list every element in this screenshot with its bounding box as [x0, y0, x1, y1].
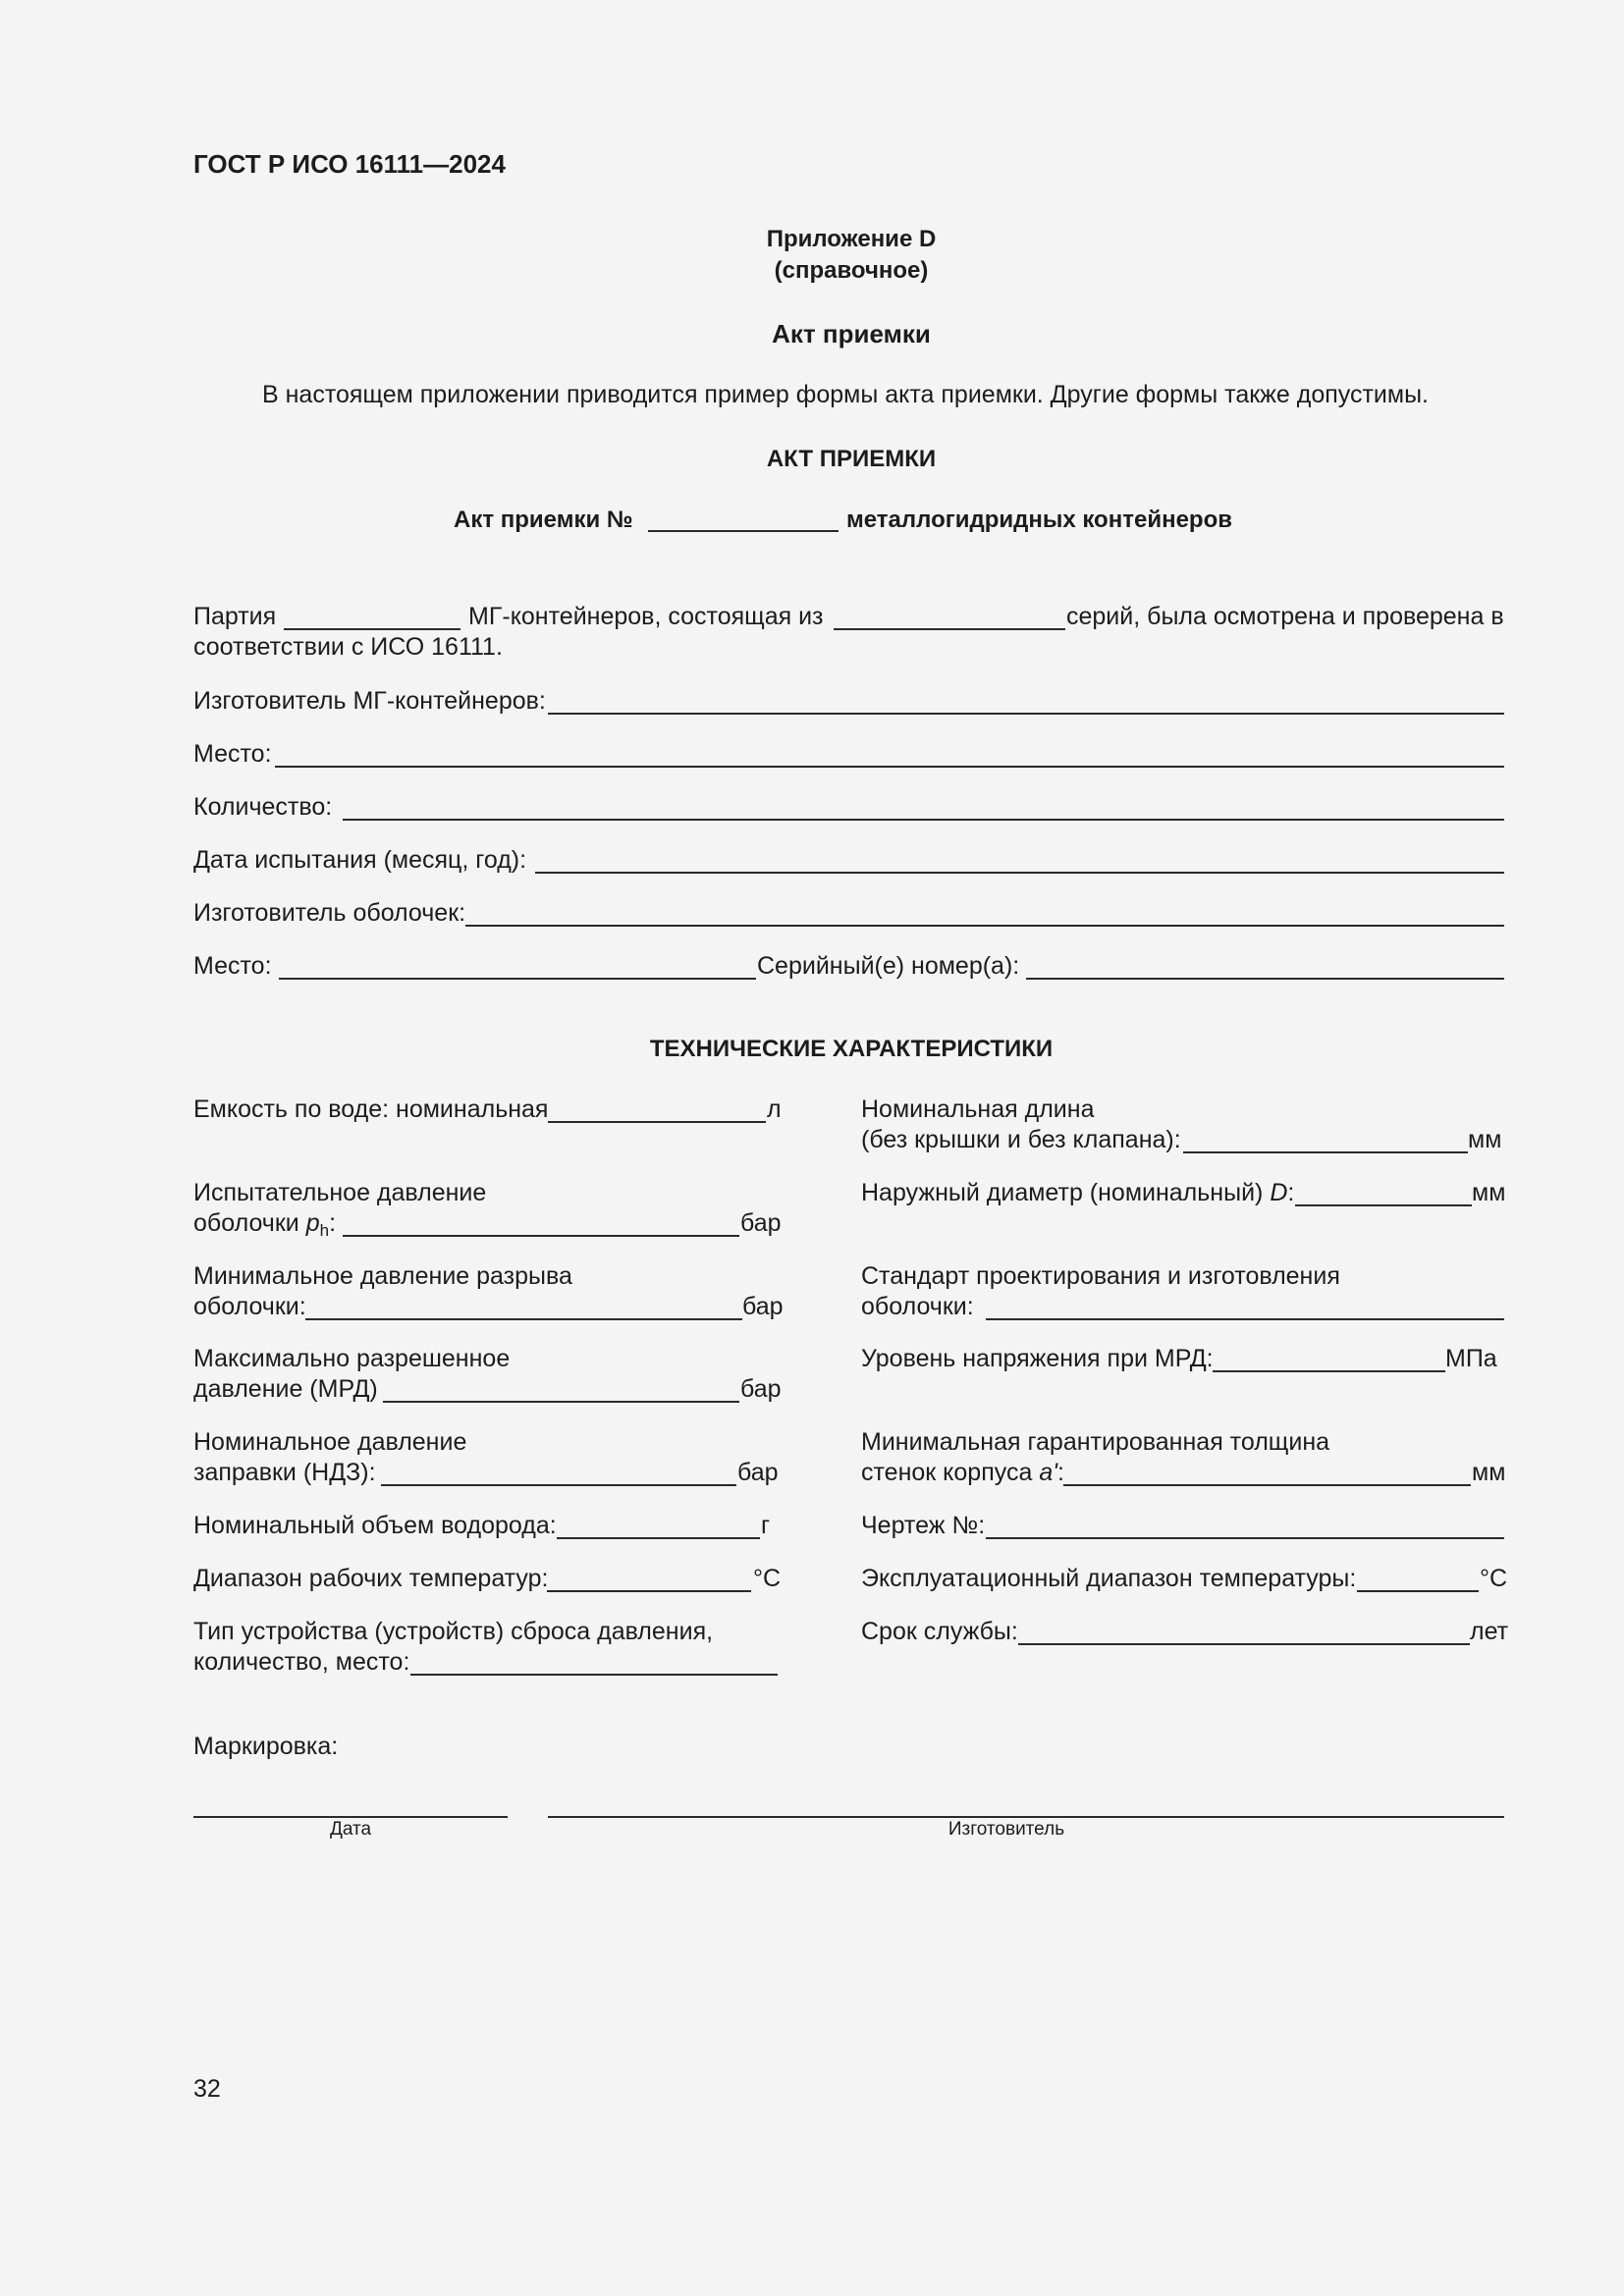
manufacturer-signature-line[interactable] [548, 1816, 1504, 1818]
length-label-2: (без крышки и без клапана): [861, 1126, 1181, 1153]
wall-thickness-label-2: стенок корпуса a': [861, 1459, 1064, 1486]
stress-label: Уровень напряжения при МРД: [861, 1345, 1214, 1372]
quantity-label: Количество: [193, 793, 333, 821]
batch-label-4: соответствии с ИСО 16111. [193, 633, 503, 661]
diameter-unit: мм [1472, 1179, 1506, 1206]
h2-volume-field[interactable] [557, 1537, 760, 1539]
design-standard-field[interactable] [986, 1318, 1504, 1320]
stress-unit: МПа [1445, 1345, 1497, 1372]
annex-heading: Акт приемки [772, 319, 931, 348]
serial-numbers-field[interactable] [1026, 978, 1504, 980]
shell-manufacturer-label: Изготовитель оболочек: [193, 899, 466, 927]
quantity-field[interactable] [343, 819, 1504, 821]
test-pressure-field[interactable] [343, 1235, 739, 1237]
test-pressure-label-2: оболочки $p_h$: [193, 1209, 337, 1240]
service-life-label: Срок службы: [861, 1618, 1018, 1645]
place-label: Место: [193, 740, 272, 768]
manufacturer-field[interactable] [548, 713, 1504, 715]
h2-volume-label: Номинальный объем водорода: [193, 1512, 557, 1539]
length-field[interactable] [1183, 1151, 1468, 1153]
stress-field[interactable] [1213, 1370, 1445, 1372]
temp-range-field[interactable] [547, 1590, 751, 1592]
temp-range-label: Диапазон рабочих температур: [193, 1565, 549, 1592]
annex-type: (справочное) [774, 257, 929, 284]
water-capacity-label: Емкость по воде: номинальная [193, 1095, 549, 1123]
fill-pressure-label-2: заправки (НДЗ): [193, 1459, 376, 1486]
fill-pressure-unit: бар [737, 1459, 779, 1486]
act-number-blank[interactable] [648, 530, 839, 532]
drawing-field[interactable] [986, 1537, 1504, 1539]
prd-label-2: количество, место: [193, 1648, 410, 1676]
batch-label-3: серий, была осмотрена и проверена в [1066, 603, 1504, 630]
test-pressure-label: Испытательное давление [193, 1179, 487, 1206]
marking-label: Маркировка: [193, 1733, 339, 1760]
page-number: 32 [193, 2075, 221, 2103]
batch-label: Партия [193, 603, 277, 630]
design-standard-label: Стандарт проектирования и изготовления [861, 1262, 1340, 1290]
prd-field[interactable] [410, 1674, 778, 1676]
test-pressure-unit: бар [740, 1209, 782, 1237]
water-capacity-unit: л [767, 1095, 782, 1123]
wall-thickness-unit: мм [1472, 1459, 1506, 1486]
manufacturer-label: Изготовитель МГ-контейнеров: [193, 687, 546, 715]
temp-range-unit: °С [753, 1565, 782, 1592]
place2-label: Место: [193, 952, 272, 980]
series-blank[interactable] [834, 628, 1065, 630]
op-temp-label: Эксплуатационный диапазон температуры: [861, 1565, 1357, 1592]
burst-pressure-label-2: оболочки: [193, 1293, 306, 1320]
date-signature-line[interactable] [193, 1816, 508, 1818]
diameter-field[interactable] [1295, 1204, 1472, 1206]
place-field[interactable] [275, 766, 1504, 768]
place2-field[interactable] [279, 978, 756, 980]
max-pressure-label: Максимально разрешенное [193, 1345, 511, 1372]
op-temp-unit: °С [1480, 1565, 1508, 1592]
burst-pressure-label: Минимальное давление разрыва [193, 1262, 572, 1290]
max-pressure-unit: бар [740, 1375, 782, 1403]
intro-text: В настоящем приложении приводится пример формы акта приемки. Другие формы также допустимы. [261, 381, 1429, 408]
drawing-label: Чертеж №: [861, 1512, 986, 1539]
test-date-field[interactable] [535, 872, 1504, 874]
max-pressure-label-2: давление (МРД) [193, 1375, 378, 1403]
batch-blank[interactable] [284, 628, 460, 630]
form-subcaption-start: Акт приемки № [454, 507, 633, 533]
manufacturer-caption: Изготовитель [947, 1819, 1065, 1840]
serial-numbers-label: Серийный(е) номер(а): [757, 952, 1020, 980]
design-standard-label-2: оболочки: [861, 1293, 974, 1320]
max-pressure-field[interactable] [383, 1401, 739, 1403]
length-label: Номинальная длина [861, 1095, 1095, 1123]
fill-pressure-label: Номинальное давление [193, 1428, 467, 1456]
shell-manufacturer-field[interactable] [465, 925, 1504, 927]
batch-label-2: МГ-контейнеров, состоящая из [468, 603, 824, 630]
annex-title: Приложение D [766, 226, 937, 252]
date-caption: Дата [329, 1819, 372, 1840]
length-unit: мм [1468, 1126, 1502, 1153]
service-life-field[interactable] [1018, 1643, 1470, 1645]
h2-volume-unit: г [761, 1512, 771, 1539]
wall-thickness-field[interactable] [1063, 1484, 1471, 1486]
form-subcaption-end: металлогидридных контейнеров [846, 507, 1232, 533]
test-date-label: Дата испытания (месяц, год): [193, 846, 527, 874]
op-temp-field[interactable] [1357, 1590, 1479, 1592]
tech-title: ТЕХНИЧЕСКИЕ ХАРАКТЕРИСТИКИ [649, 1036, 1054, 1062]
burst-pressure-field[interactable] [305, 1318, 742, 1320]
burst-pressure-unit: бар [742, 1293, 784, 1320]
diameter-label: Наружный диаметр (номинальный) D: [861, 1179, 1295, 1206]
fill-pressure-field[interactable] [381, 1484, 736, 1486]
service-life-unit: лет [1470, 1618, 1509, 1645]
form-caption: АКТ ПРИЕМКИ [766, 446, 937, 472]
prd-label: Тип устройства (устройств) сброса давления, [193, 1618, 714, 1645]
standard-designation: ГОСТ Р ИСО 16111—2024 [193, 149, 506, 179]
water-capacity-field[interactable] [548, 1121, 766, 1123]
wall-thickness-label: Минимальная гарантированная толщина [861, 1428, 1330, 1456]
